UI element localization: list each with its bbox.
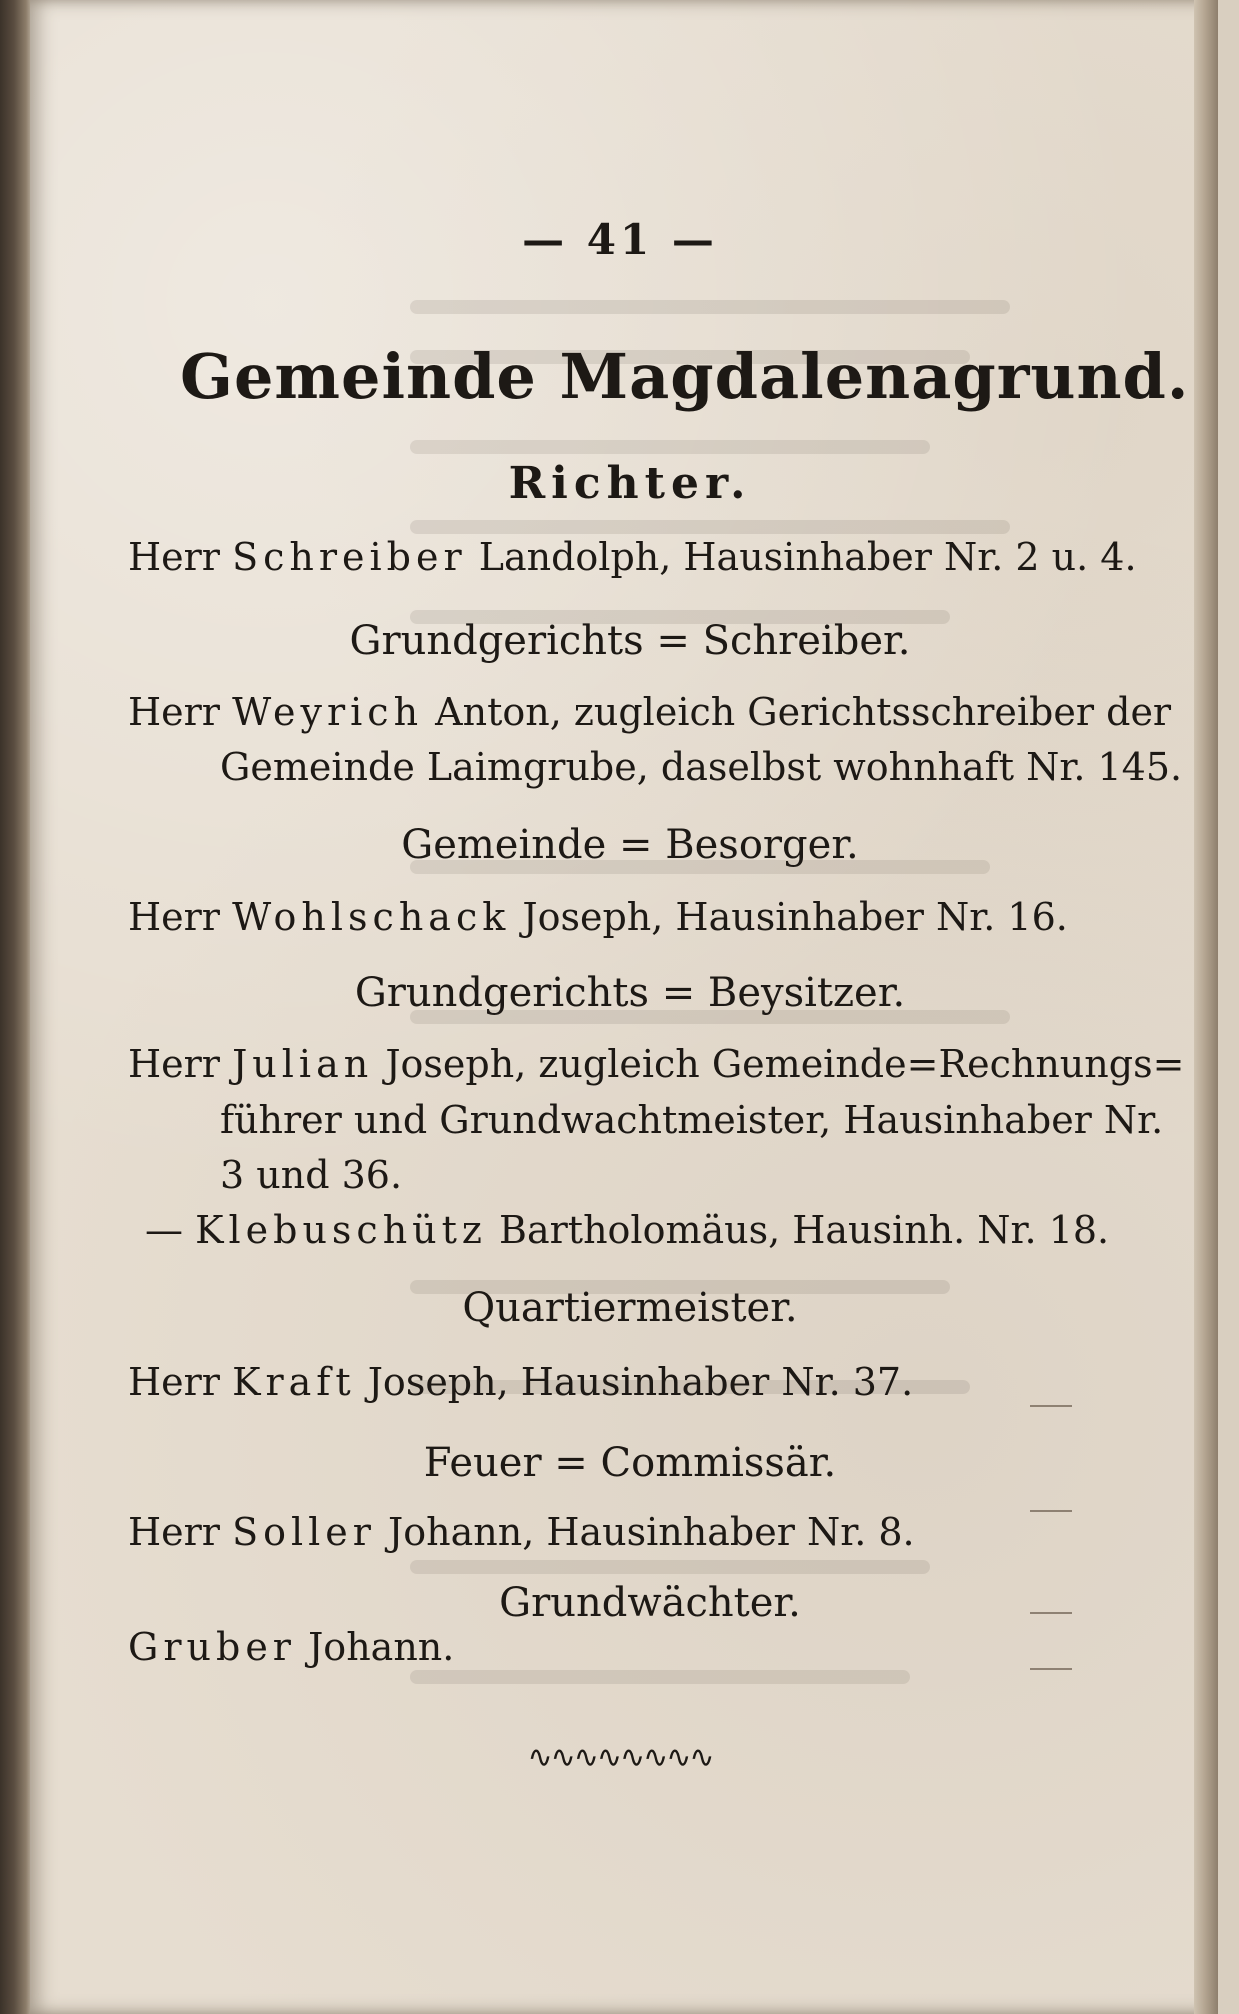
entry-detail: Johann, Hausinhaber Nr. 8. [388, 1510, 915, 1554]
margin-dash [1030, 1405, 1072, 1407]
book-page [30, 0, 1218, 2014]
entry-surname: Julian [232, 1042, 374, 1086]
section-heading-grundgerichtsschreiber: Grundgerichts = Schreiber. [349, 618, 911, 664]
end-ornament: ∿∿∿∿∿∿∿∿ [527, 1740, 713, 1775]
entry-beysitzer-1-cont: führer und Grundwachtmeister, Hausinhaber Nr. [220, 1098, 1164, 1142]
entry-surname: Soller [232, 1510, 376, 1554]
entry-surname: Kraft [232, 1360, 356, 1404]
entry-detail: Joseph, zugleich Gemeinde=Rechnungs= [385, 1042, 1185, 1086]
page-title: Gemeinde Magdalenagrund. [180, 340, 1190, 413]
page-edge [1194, 0, 1218, 2014]
section-heading-grundwaechter: Grundwächter. [499, 1580, 801, 1626]
section-heading-richter: Richter. [508, 458, 752, 509]
entry-surname: Gruber [128, 1625, 296, 1669]
entry-detail: Landolph, Hausinhaber Nr. 2 u. 4. [478, 535, 1137, 579]
entry-beysitzer-2 [145, 1208, 1109, 1252]
margin-dash [1030, 1668, 1072, 1670]
entry-detail: Joseph, Hausinhaber Nr. 16. [522, 895, 1068, 939]
entry-feuercommissaer [128, 1510, 915, 1554]
section-heading-beysitzer: Grundgerichts = Beysitzer. [354, 970, 906, 1016]
entry-prefix: Herr [128, 1042, 220, 1086]
entry-prefix: Herr [128, 690, 220, 734]
entry-detail: Joseph, Hausinhaber Nr. 37. [367, 1360, 914, 1404]
entry-besorger [128, 895, 1068, 939]
entry-richter [128, 535, 1137, 579]
margin-dash [1030, 1510, 1072, 1512]
entry-prefix: Herr [128, 535, 220, 579]
entry-beysitzer-1-cont2: 3 und 36. [220, 1153, 403, 1197]
margin-dash [1030, 1612, 1072, 1614]
entry-beysitzer-1 [128, 1042, 1184, 1086]
section-heading-besorger: Gemeinde = Besorger. [401, 822, 859, 868]
entry-grundwaechter [128, 1625, 454, 1669]
entry-surname: Wohlschack [232, 895, 511, 939]
entry-detail: Bartholomäus, Hausinh. Nr. 18. [499, 1208, 1110, 1252]
entry-prefix: Herr [128, 1510, 220, 1554]
entry-prefix: Herr [128, 1360, 220, 1404]
entry-detail: Anton, zugleich Gerichtsschreiber der [435, 690, 1172, 734]
entry-prefix: Herr [128, 895, 220, 939]
entry-detail: Johann. [308, 1625, 455, 1669]
page-number: — 41 — [522, 215, 718, 264]
entry-surname: Weyrich [232, 690, 424, 734]
section-heading-feuercommissaer: Feuer = Commissär. [423, 1440, 837, 1486]
entry-grundgerichtsschreiber [128, 690, 1171, 734]
entry-quartiermeister [128, 1360, 913, 1404]
entry-surname: Schreiber [232, 535, 467, 579]
entry-grundgerichtsschreiber-cont: Gemeinde Laimgrube, daselbst wohnhaft Nr. 145. [220, 745, 1183, 789]
entry-surname: Klebuschütz [195, 1208, 487, 1252]
ditto-dash: — [145, 1208, 183, 1252]
section-heading-quartiermeister: Quartiermeister. [462, 1285, 798, 1331]
